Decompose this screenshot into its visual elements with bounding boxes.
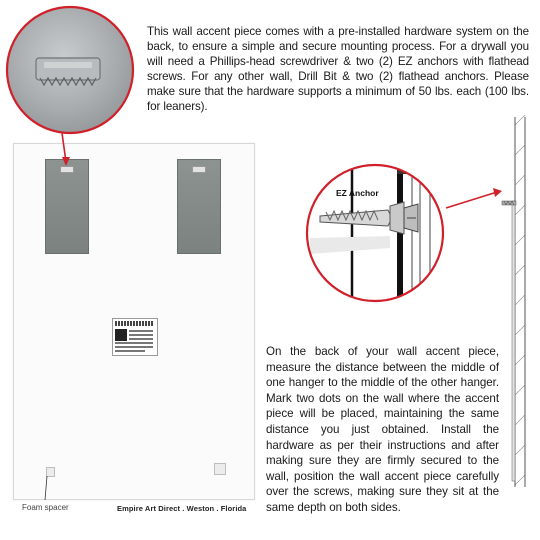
instructions-paragraph: On the back of your wall accent piece, measure the distance between the middle of one hanger to the middle of the other hanger. Mark two dots on the wall where the accent piece will be placed, maintaining the same distance you just obtained. Install the hardware as per their instructions and after making sure they are firmly secured to the wall, position the wall accent piece carefully over the screws, making sure they sit at the same depth on both sides. [266,345,499,514]
left-hanger-hook [60,166,74,173]
warning-label [112,318,158,356]
brand-line: Empire Art Direct . Weston . Florida [117,504,247,513]
foam-spacer-left [46,467,55,477]
left-hanger-plate [45,159,89,254]
ez-anchor-closeup-icon [300,158,450,308]
intro-paragraph: This wall accent piece comes with a pre-installed hardware system on the back, to ensure a simple and secure mounting process. For a drywall you will need a Phillips-head screwdriver & two (2) EZ anchors with flathead screws. For any other wall, Drill Bit & two (2) flathead anchors. Please make sure that the hardware supports a minimum of 50 lbs. each (100 lbs. for leaners). [147,25,529,113]
right-hanger-hook [192,166,206,173]
foam-spacer-right [214,463,226,475]
foam-spacer-label: Foam spacer [22,503,69,512]
ez-anchor-label: EZ Anchor [336,188,379,198]
hanger-closeup-icon [0,0,145,145]
right-hanger-plate [177,159,221,254]
